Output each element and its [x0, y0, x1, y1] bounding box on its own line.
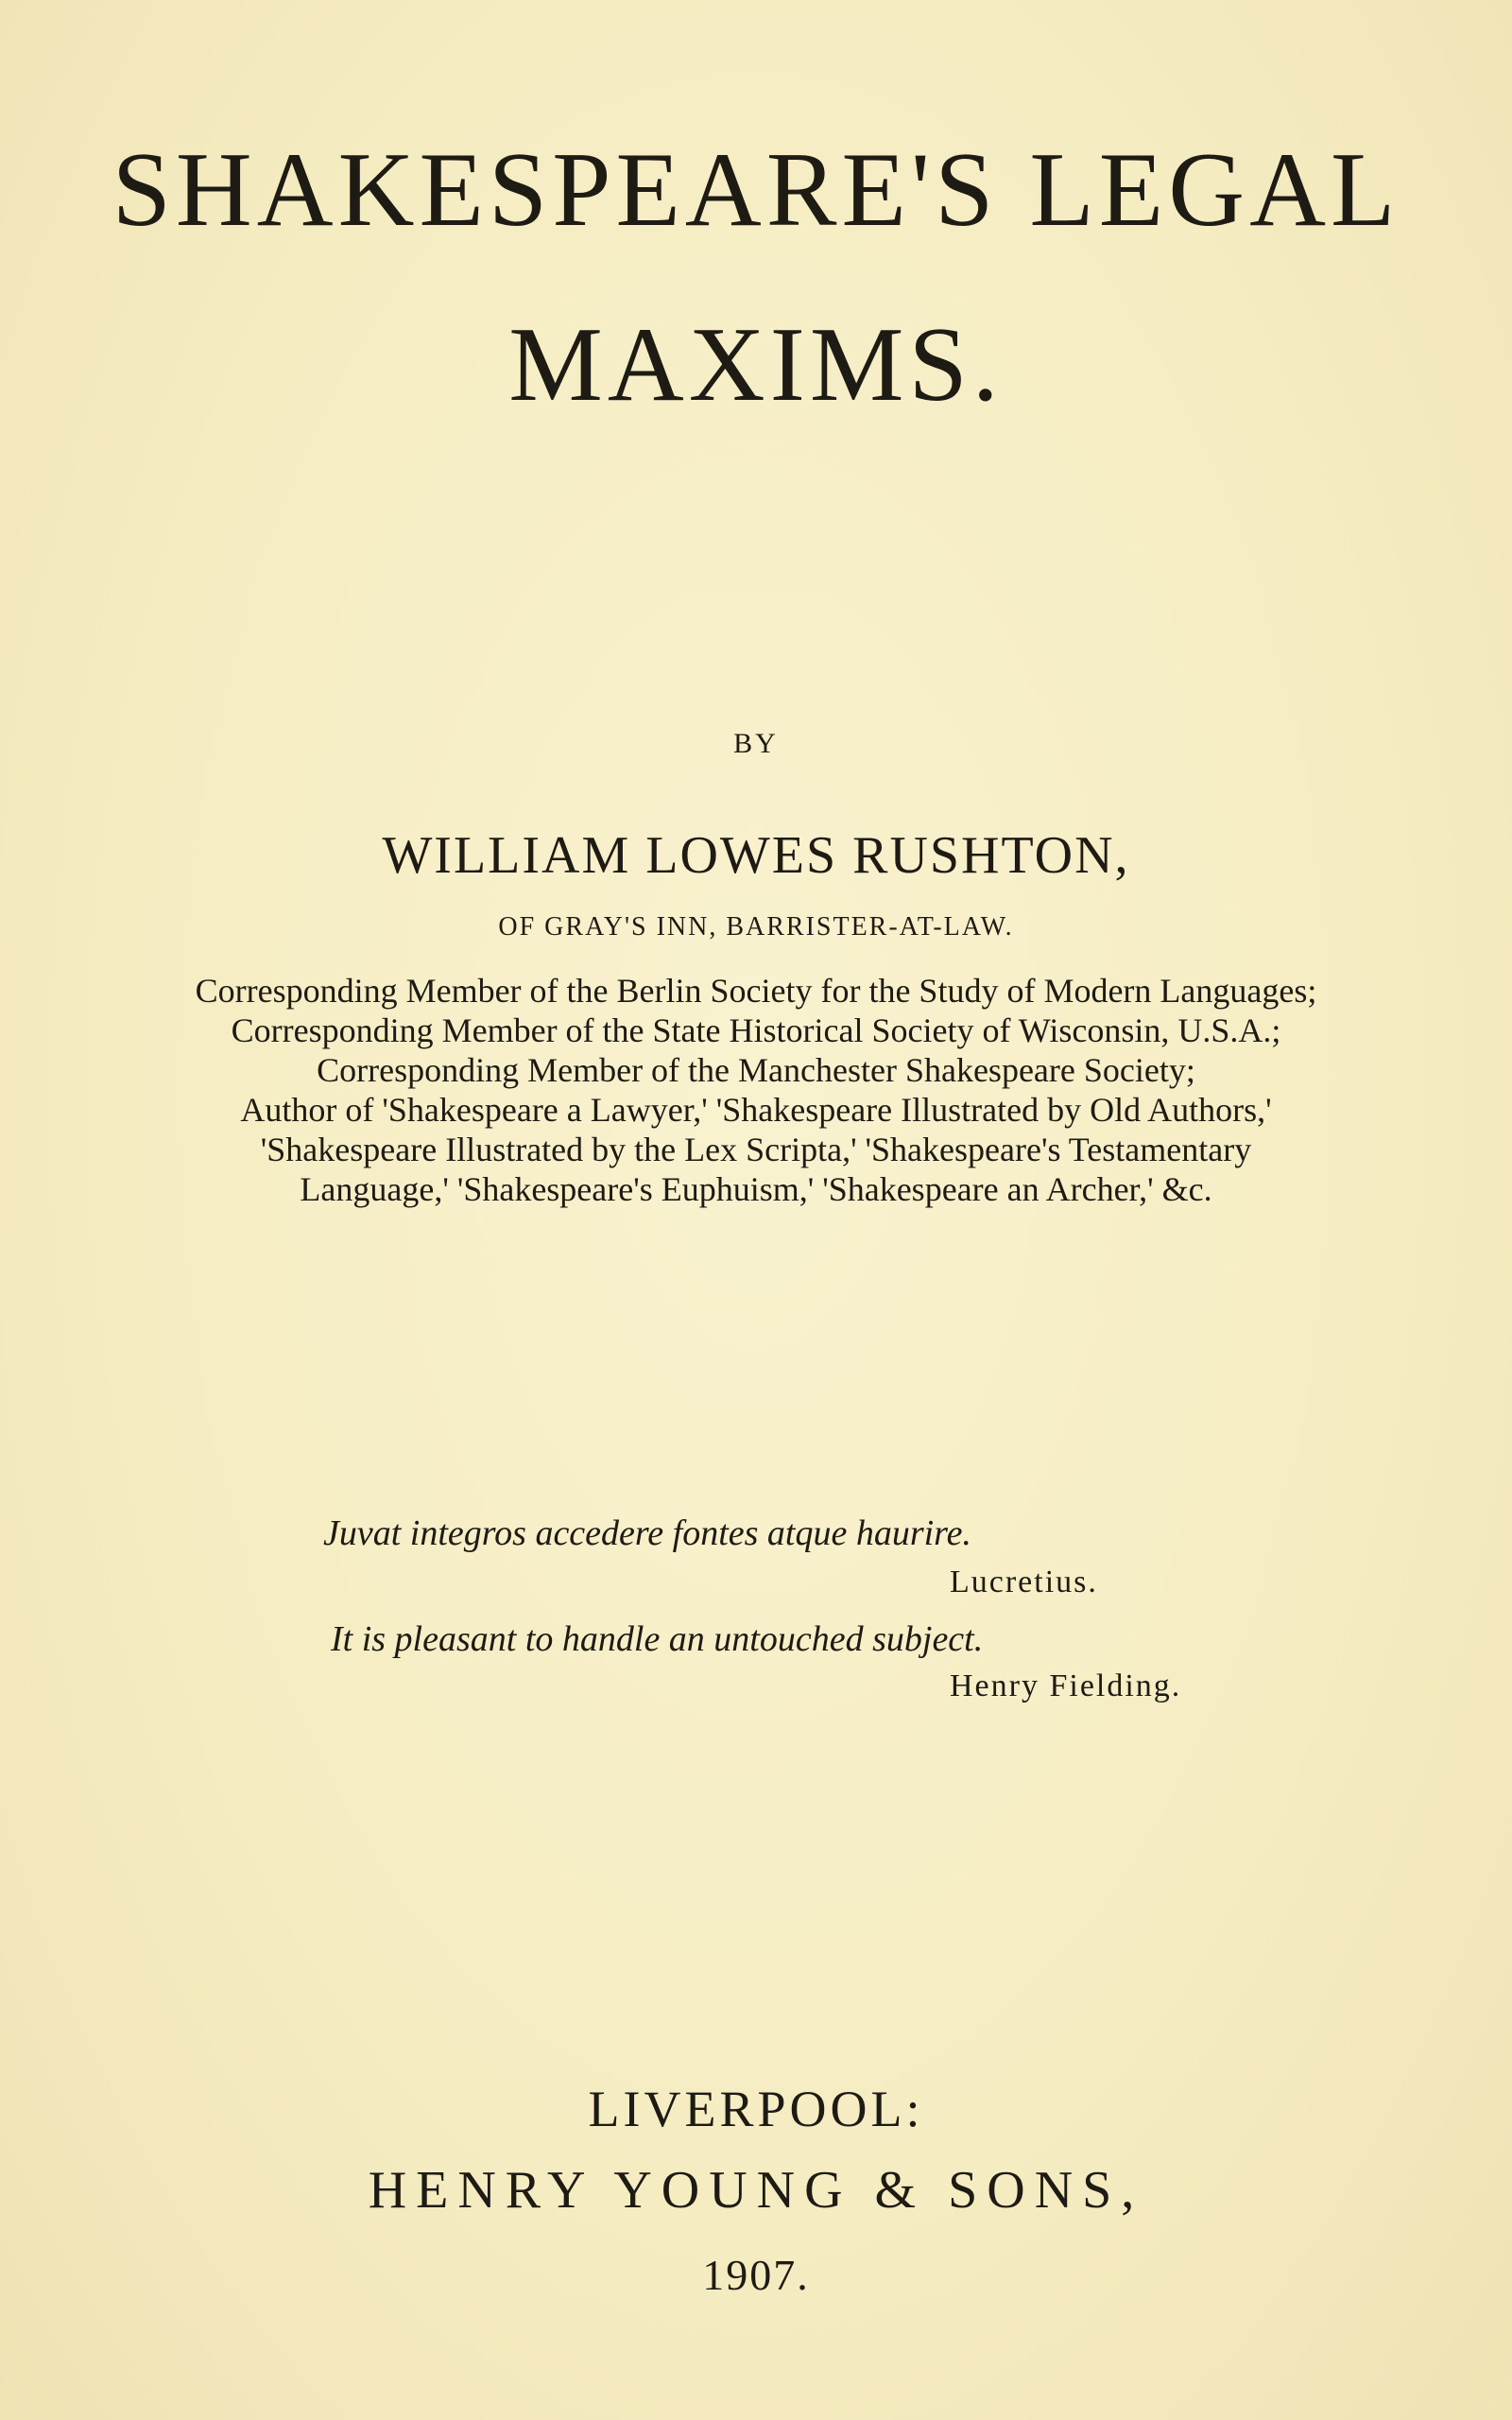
credit-line: Language,' 'Shakespeare's Euphuism,' 'Shakespeare an Archer,' &c.	[300, 1170, 1212, 1208]
credit-line: Corresponding Member of the State Historical Society of Wisconsin, U.S.A.;	[231, 1011, 1281, 1049]
imprint-publisher: HENRY YOUNG & SONS,	[368, 2161, 1144, 2220]
byline: BY	[733, 728, 779, 759]
credit-line: Author of 'Shakespeare a Lawyer,' 'Shakespeare Illustrated by Old Authors,'	[240, 1091, 1272, 1129]
credit-line: Corresponding Member of the Manchester Shakespeare Society;	[317, 1051, 1195, 1089]
credit-line: 'Shakespeare Illustrated by the Lex Scripta,' 'Shakespeare's Testamentary	[260, 1131, 1252, 1168]
author-affiliation: OF GRAY'S INN, BARRISTER-AT-LAW.	[498, 912, 1014, 942]
imprint-place: LIVERPOOL:	[588, 2081, 924, 2137]
imprint-year: 1907.	[702, 2251, 810, 2299]
book-title-line-1: SHAKESPEARE'S LEGAL	[112, 131, 1400, 249]
epigraph-quote-latin: Juvat integros accedere fontes atque haurire.	[323, 1513, 971, 1553]
epigraph-quote-english: It is pleasant to handle an untouched subject.	[331, 1619, 984, 1659]
epigraph-attribution-lucretius: Lucretius.	[950, 1564, 1098, 1599]
author-name: WILLIAM LOWES RUSHTON,	[382, 826, 1130, 885]
author-credits	[0, 971, 1512, 1209]
credit-line: Corresponding Member of the Berlin Society for the Study of Modern Languages;	[195, 972, 1317, 1010]
book-title-line-2: MAXIMS.	[508, 306, 1004, 424]
epigraph-attribution-fielding: Henry Fielding.	[950, 1668, 1182, 1703]
